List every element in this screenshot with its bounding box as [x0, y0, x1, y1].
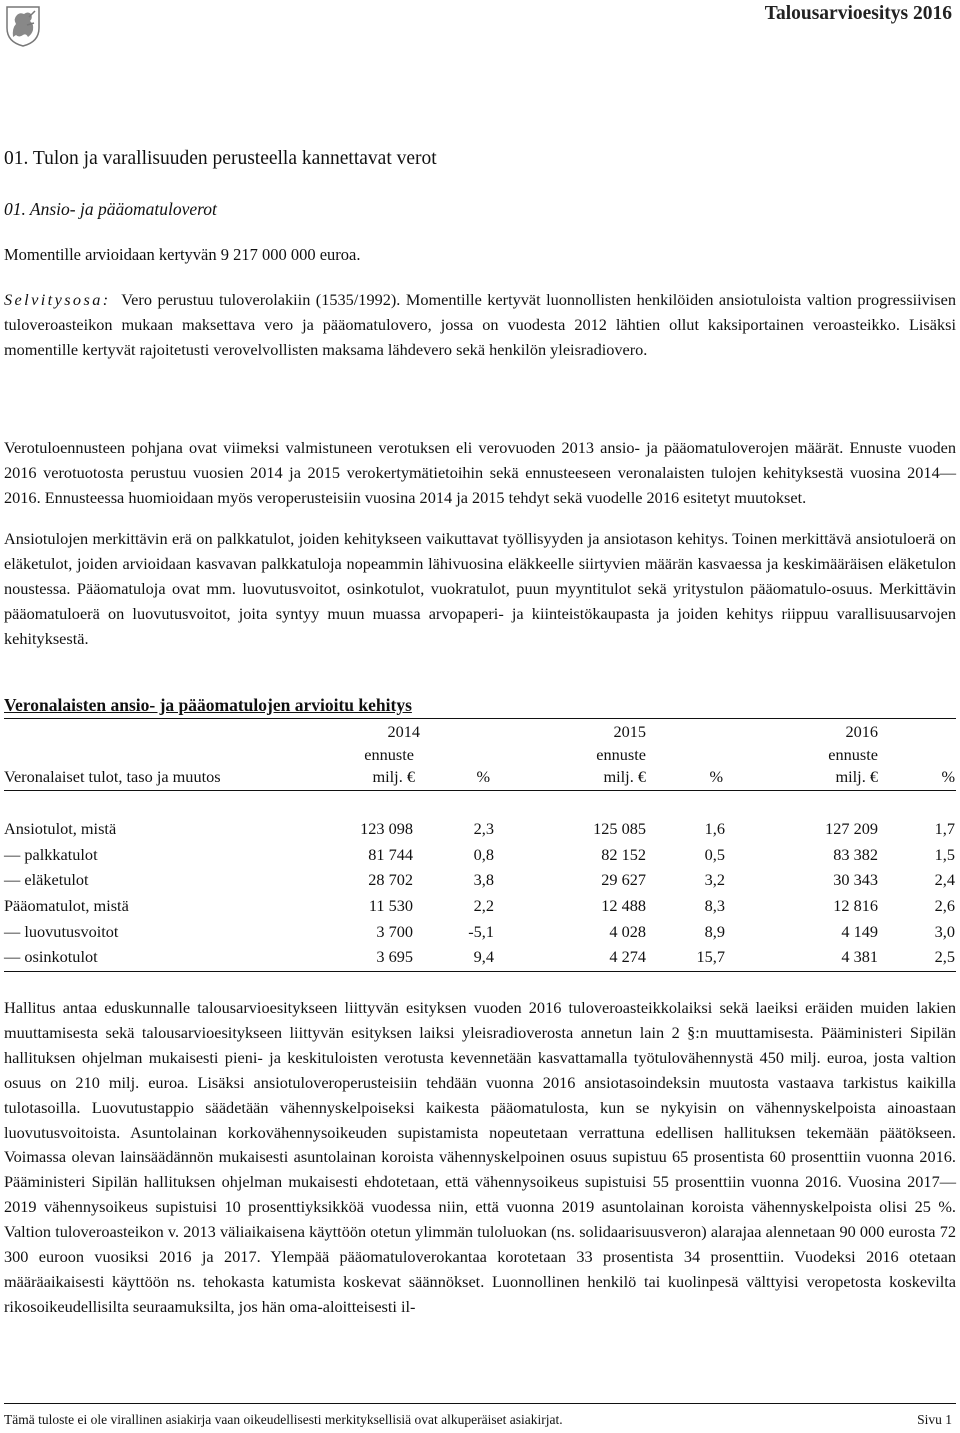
table-cell: 30 343 — [833, 870, 878, 889]
income-composition-paragraph: Ansiotulojen merkittävin erä on palkkatulot, joiden kehitykseen vaikuttavat työllisyyden ja ansiotason kehitys. Toinen merkittävä ansiotuloerä on eläketulot, joiden arvioidaan kasvavan palkkatuloja nopeammin lähivuosina eläkkeelle siirtyvien määrän kasvaessa ja keskimääräisen eläketulon noustessa. Pääomatuloja ovat mm. luovutusvoitot, osinkotulot, vuokratulot, puun myyntitulot sekä yritystulon pääomatulo-osuus. Merkittävin pääomatuloerä on luovutusvoitot, joita syntyy muun muassa arvopaperi- ja kiinteistökaupasta ja joiden kehitys riippuu varallisuusarvojen kehityksestä. — [4, 529, 956, 648]
table-cell: 2,3 — [473, 819, 494, 838]
table-cell: 4 028 — [609, 922, 646, 941]
table-cell: 1,6 — [704, 819, 725, 838]
government-proposal-paragraph: Hallitus antaa eduskunnalle talousarvioesitykseen liittyvän esityksen vuoden 2016 tuloveroasteikkolaiksi sekä laeiksi eräiden muiden lakien muuttamisesta sekä talousarvioesitykseen liittyvän esityksen laiksi yleisradioverosta annetun lain 2 §:n muuttamisesta. Pääministeri Sipilän hallituksen ohjelman mukaisesti pieni- ja keskituloisten verotusta kevennetään kasvattamalla työtulovähennystä 450 milj. euroa, josta valtion osuus on 210 milj. euroa. Lisäksi ansiotuloveroperusteisiin tehdään vuonna 2016 ansiotasoindeksin muutosta vastaava tarkistus kaikilla tulotasoilla. Luovutustappio säädetään vähennyskelpoiseksi kaikesta pääomatulosta, kun se nykyisin on vähennyskelpoista ainoastaan luovutusvoitoista. Asuntolainan korkovähennysoikeuden supistamista nopeutetaan verrattuna edellisen hallituksen tekemään päätökseen. Voimassa olevan lainsäädännön mukaisesti asuntolainan koroista vähennyskelpoinen osuus supistuu 65 prosentista 60 prosenttiin vuonna 2016. Pääministeri Sipilän hallituksen ohjelman mukaisesti ehdotetaan, että vähennysoikeus supistuisi 55 prosenttiin vuonna 2016. Vuosina 2017—2019 vähennysoikeus supistuisi 10 prosenttiyksikköä vuodessa niin, että vuonna 2019 asuntolainan koroista vähennyskelpoista olisi 25 %. Valtion tuloveroasteikon v. 2013 väliaikaisena käyttöön otetun ylimmän tuloluokan (ns. solidaarisuusveron) alarajaa alennetaan 90 000 eurosta 72 300 euroon vuosiksi 2016 ja 2017. Ylempää pääomatuloverokantaa korotetaan 33 prosentista 34 prosenttiin. Vuodeksi 2016 otetaan määräaikaisesti käyttöön ns. tehokasta katumista koskevat säännökset. Luonnollinen henkilö tai kuolinpesä välttyisi veropetosta koskevilta rikosoikeudellisilta seuraamuksilta, jos hän oma-aloitteisesti il- — [4, 998, 956, 1316]
table-cell: 28 702 — [368, 870, 413, 889]
footer-divider — [4, 1403, 956, 1404]
forecast-basis-paragraph: Verotuloennusteen pohjana ovat viimeksi valmistuneen verotuksen eli verovuoden 2013 ansio- ja pääomatuloverojen määrät. Ennuste vuoden 2016 verotuotosta perustuu vuosien 2014 ja 2015 verokertymätietoihin sekä ennusteeseen veronalaisten tulojen kehityksestä vuosina 2014—2016. Ennusteessa huomioidaan myös veroperusteisiin vuosina 2014 ja 2015 tehdyt sekä vuodelle 2016 esitetyt muutokset. — [4, 438, 956, 507]
table-cell: 4 381 — [841, 947, 878, 966]
table-cell: 15,7 — [696, 947, 725, 966]
table-cell: 4 149 — [841, 922, 878, 941]
explanation-label: Selvitysosa: — [4, 290, 111, 309]
table-cell: 12 816 — [833, 896, 878, 915]
table-cell: 0,5 — [704, 845, 725, 864]
budget-estimate: Momentille arvioidaan kertyvän 9 217 000 000 euroa. — [4, 245, 361, 264]
row-label: — eläketulot — [4, 870, 89, 889]
table-cell: 8,9 — [704, 922, 725, 941]
table-cell: 29 627 — [601, 870, 646, 889]
table-title: Veronalaisten ansio- ja pääomatulojen arvioitu kehitys — [4, 695, 412, 715]
forecast-label: ennuste — [364, 745, 414, 764]
table-cell: 1,5 — [934, 845, 955, 864]
page-number: Sivu 1 — [917, 1412, 952, 1427]
document-title: Talousarvioesitys 2016 — [764, 3, 952, 24]
table-cell: 2,6 — [934, 896, 955, 915]
table-cell: 2,4 — [934, 870, 955, 889]
section-heading: 01. Tulon ja varallisuuden perusteella kannettavat verot — [4, 148, 437, 169]
forecast-label: ennuste — [828, 745, 878, 764]
table-cell: 3,0 — [934, 922, 955, 941]
year-2014: 2014 — [387, 722, 420, 741]
row-header-label: Veronalaiset tulot, taso ja muutos — [4, 767, 221, 786]
row-label: — palkkatulot — [4, 845, 98, 864]
table-cell: 125 085 — [593, 819, 646, 838]
footer-disclaimer: Tämä tuloste ei ole virallinen asiakirja vaan oikeudellisesti merkityksellisiä ovat alkuperäiset asiakirjat. — [4, 1412, 563, 1427]
forecast-label: ennuste — [596, 745, 646, 764]
table-cell: 9,4 — [473, 947, 494, 966]
income-table — [0, 718, 960, 974]
explanation-paragraph — [4, 288, 956, 363]
table-cell: 12 488 — [601, 896, 646, 915]
row-label: Ansiotulot, mistä — [4, 819, 117, 838]
table-cell: 3,2 — [704, 870, 725, 889]
table-cell: 11 530 — [368, 896, 413, 915]
amount-unit: milj. € — [835, 767, 878, 786]
table-cell: 81 744 — [368, 845, 413, 864]
table-cell: 123 098 — [360, 819, 413, 838]
percent-unit: % — [709, 767, 723, 786]
table-cell: 1,7 — [934, 819, 955, 838]
table-cell: 3,8 — [473, 870, 494, 889]
subsection-heading: 01. Ansio- ja pääomatuloverot — [4, 199, 217, 219]
table-cell: 3 695 — [376, 947, 413, 966]
table-cell: 3 700 — [376, 922, 413, 941]
explanation-text: Vero perustuu tuloverolakiin (1535/1992). Momentille kertyvät luonnollisten henkilöiden ansiotuloista valtion progressiivisen tuloveroasteikon mukaan maksettava vero ja pääomatulovero, jossa on vuodesta 2012 lähtien ollut kaksiportainen veroasteikko. Lisäksi momentille kertyvät rajoitetusti verovelvollisten maksama lähdevero sekä henkilön yleisradiovero. — [4, 290, 956, 359]
lion-coat-of-arms-icon — [4, 4, 42, 48]
percent-unit: % — [941, 767, 955, 786]
year-2015: 2015 — [613, 722, 646, 741]
year-2016: 2016 — [845, 722, 878, 741]
table-cell: 127 209 — [825, 819, 878, 838]
table-cell: 2,5 — [934, 947, 955, 966]
table-cell: 4 274 — [609, 947, 646, 966]
table-cell: 0,8 — [473, 845, 494, 864]
percent-unit: % — [476, 767, 490, 786]
table-cell: 82 152 — [601, 845, 646, 864]
row-label: — osinkotulot — [4, 947, 98, 966]
table-cell: 83 382 — [833, 845, 878, 864]
row-label: Pääomatulot, mistä — [4, 896, 129, 915]
table-cell: 8,3 — [704, 896, 725, 915]
amount-unit: milj. € — [372, 767, 415, 786]
table-cell: -5,1 — [468, 922, 494, 941]
amount-unit: milj. € — [603, 767, 646, 786]
table-cell: 2,2 — [473, 896, 494, 915]
row-label: — luovutusvoitot — [4, 922, 119, 941]
